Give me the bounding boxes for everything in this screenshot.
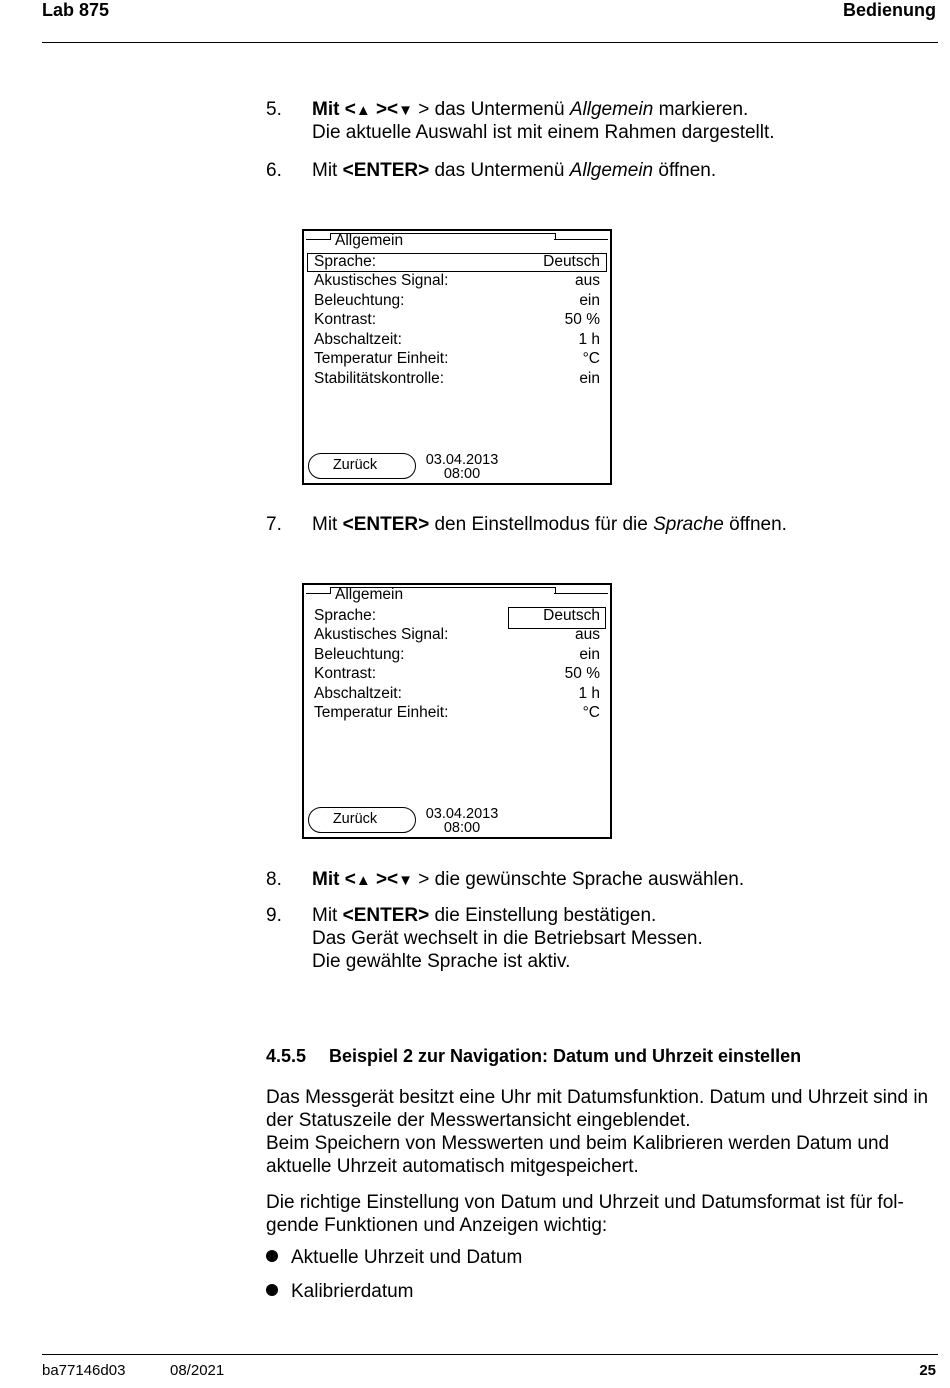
setting-label: Kontrast:: [314, 311, 377, 328]
text-segment: die Einstellung bestätigen.: [429, 905, 657, 926]
setting-value: Deutsch: [543, 253, 600, 270]
page-number: 25: [919, 1362, 936, 1379]
setting-value: ein: [579, 370, 600, 387]
step-text: [312, 904, 656, 927]
setting-value: ein: [579, 292, 600, 309]
setting-row[interactable]: [314, 664, 600, 683]
step-text-line3: Die gewählte Sprache ist aktiv.: [312, 951, 571, 972]
step-number: 9.: [266, 905, 282, 926]
header-left: Lab 875: [42, 0, 110, 20]
setting-row[interactable]: [314, 684, 600, 703]
setting-value[interactable]: Deutsch: [543, 607, 600, 624]
bullet-item: [266, 1246, 522, 1269]
step-number: 5.: [266, 99, 282, 120]
text-segment: markieren.: [653, 99, 749, 120]
bullet-dot-icon: [266, 1250, 278, 1262]
bullet-text: Kalibrierdatum: [291, 1281, 414, 1302]
step-text-line2: Die aktuelle Auswahl ist mit einem Rahmen dargestellt.: [312, 122, 775, 143]
bullet-dot-icon: [266, 1284, 278, 1296]
setting-value: 50 %: [564, 665, 600, 682]
step-number: 7.: [266, 514, 282, 535]
text-segment: den Einstellmodus für die: [429, 514, 654, 535]
section-title: Beispiel 2 zur Navigation: Datum und Uhrzeit einstellen: [329, 1046, 802, 1066]
setting-row[interactable]: [314, 271, 600, 290]
status-time: 08:00: [443, 466, 481, 482]
setting-row[interactable]: [314, 625, 600, 644]
paragraph-line: der Statuszeile der Messwertansicht eingeblendet.: [266, 1110, 691, 1131]
key-mid: ><: [370, 99, 399, 120]
enter-key: <ENTER>: [342, 160, 430, 181]
setting-row[interactable]: [314, 252, 600, 271]
setting-label: Beleuchtung:: [314, 646, 405, 663]
setting-value: ein: [579, 646, 600, 663]
setting-label: Temperatur Einheit:: [314, 704, 449, 721]
setting-label: Stabilitätskontrolle:: [314, 370, 445, 387]
setting-row[interactable]: [314, 606, 600, 625]
footer-rule: [42, 1354, 938, 1355]
header-right: Bedienung: [843, 0, 936, 20]
setting-label: Sprache:: [314, 607, 377, 624]
setting-value: °C: [582, 704, 600, 721]
step-text: [312, 98, 748, 122]
footer-doc-id: ba77146d03: [42, 1362, 126, 1379]
setting-value: 50 %: [564, 311, 600, 328]
back-button-label: Zurück: [332, 811, 378, 827]
enter-key: <ENTER>: [342, 514, 430, 535]
setting-label: Temperatur Einheit:: [314, 350, 449, 367]
status-datetime: [424, 453, 500, 481]
setting-value: 1 h: [578, 331, 600, 348]
status-date: 03.04.2013: [425, 452, 499, 468]
menu-name: Allgemein: [569, 99, 654, 120]
setting-label: Akustisches Signal:: [314, 626, 449, 643]
text-segment: > das Untermenü: [413, 99, 570, 120]
setting-row[interactable]: [314, 330, 600, 349]
key-mid: ><: [370, 869, 399, 890]
section-heading: [266, 1046, 801, 1067]
setting-row[interactable]: [314, 369, 600, 388]
step-number: 8.: [266, 869, 282, 890]
setting-label: Sprache:: [314, 253, 377, 270]
menu-name: Sprache: [653, 514, 724, 535]
paragraph-line: aktuelle Uhrzeit automatisch mitgespeichert.: [266, 1156, 639, 1177]
text-segment: Mit: [312, 160, 343, 181]
paragraph-2: [266, 1191, 904, 1237]
setting-label: Beleuchtung:: [314, 292, 405, 309]
key-open: Mit <: [312, 99, 356, 120]
step-text-line2: Das Gerät wechselt in die Betriebsart Messen.: [312, 928, 703, 949]
screen-title: Allgemein: [335, 586, 404, 603]
header-rule: [42, 42, 938, 43]
step-text: [312, 513, 787, 536]
setting-row[interactable]: [314, 703, 600, 722]
status-date: 03.04.2013: [425, 806, 499, 822]
back-button[interactable]: [308, 807, 416, 833]
back-button[interactable]: [308, 453, 416, 479]
step-number: 6.: [266, 160, 282, 181]
menu-name: Allgemein: [569, 160, 654, 181]
paragraph-line: gende Funktionen und Anzeigen wichtig:: [266, 1215, 608, 1236]
text-segment: > die gewünschte Sprache auswählen.: [413, 869, 745, 890]
paragraph-1: [266, 1086, 928, 1178]
setting-label: Kontrast:: [314, 665, 377, 682]
setting-value: °C: [582, 350, 600, 367]
enter-key: <ENTER>: [342, 905, 430, 926]
section-number: 4.5.5: [266, 1046, 307, 1066]
back-button-label: Zurück: [332, 457, 378, 473]
paragraph-line: Beim Speichern von Messwerten und beim Kalibrieren werden Datum und: [266, 1133, 890, 1154]
down-arrow-icon: ▼: [398, 102, 414, 119]
text-segment: öffnen.: [723, 514, 787, 535]
setting-row[interactable]: [314, 645, 600, 664]
paragraph-line: Das Messgerät besitzt eine Uhr mit Datumsfunktion. Datum und Uhrzeit sind in: [266, 1087, 929, 1108]
paragraph-line: Die richtige Einstellung von Datum und Uhrzeit und Datumsformat ist für fol-: [266, 1192, 904, 1213]
down-arrow-icon: ▼: [398, 872, 414, 889]
setting-value: aus: [575, 626, 600, 643]
screen-title: Allgemein: [335, 232, 404, 249]
status-time: 08:00: [443, 820, 481, 836]
footer-date: 08/2021: [170, 1362, 225, 1379]
setting-label: Abschaltzeit:: [314, 685, 402, 702]
setting-row[interactable]: [314, 349, 600, 368]
step-text: [312, 159, 716, 182]
setting-value: aus: [575, 272, 600, 289]
key-open: Mit <: [312, 869, 356, 890]
device-screen-2: [302, 583, 612, 839]
setting-value: 1 h: [578, 685, 600, 702]
text-segment: Mit: [312, 514, 343, 535]
text-segment: öffnen.: [653, 160, 717, 181]
step-text: [312, 868, 744, 892]
bullet-item: [266, 1280, 414, 1303]
setting-row[interactable]: [314, 291, 600, 310]
up-arrow-icon: ▲: [355, 102, 371, 119]
status-datetime: [424, 807, 500, 835]
text-segment: das Untermenü: [429, 160, 570, 181]
setting-label: Abschaltzeit:: [314, 331, 402, 348]
device-screen-1: [302, 229, 612, 485]
setting-row[interactable]: [314, 310, 600, 329]
up-arrow-icon: ▲: [355, 872, 371, 889]
setting-label: Akustisches Signal:: [314, 272, 449, 289]
bullet-text: Aktuelle Uhrzeit und Datum: [291, 1247, 523, 1268]
text-segment: Mit: [312, 905, 343, 926]
